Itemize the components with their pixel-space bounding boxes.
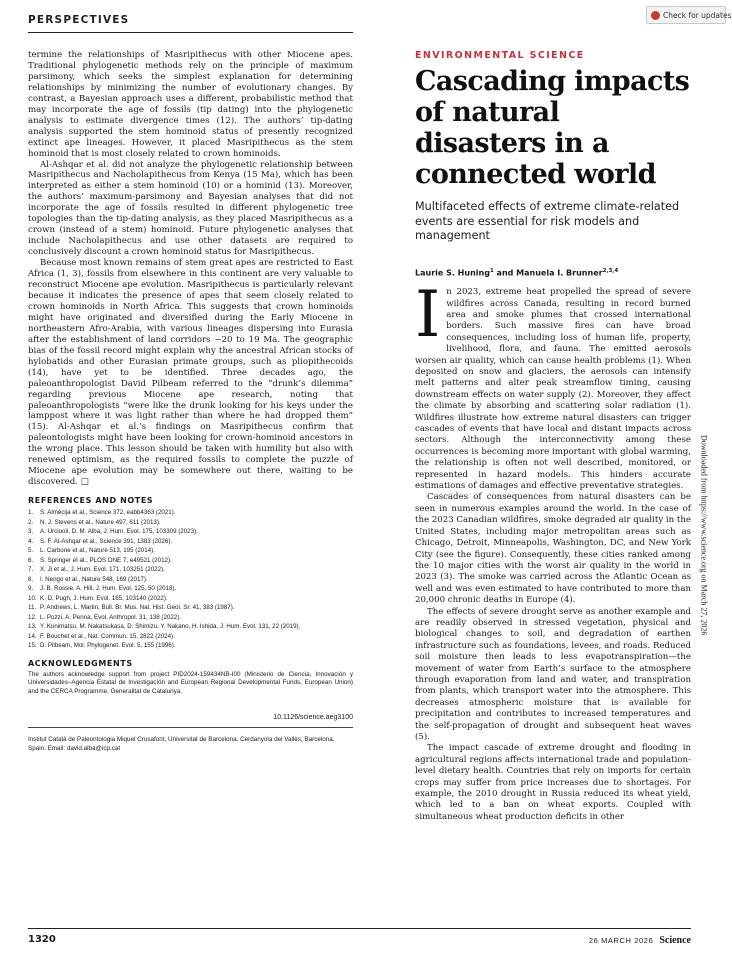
- journal-name: Science: [659, 935, 691, 946]
- doi-link[interactable]: 10.1126/science.aeg3100: [273, 714, 353, 722]
- references-heading: REFERENCES AND NOTES: [28, 496, 154, 506]
- issue-date: [589, 935, 691, 946]
- article-paragraph: The effects of severe drought serve as another example and are readily observed in stressed vegetation, physical and biological changes to soil, and degradation of earthen infrastructure such as foundations, levees, and roads. Reduced soil moisture then leads to less evapotranspiration—the movement of water from Earth’s surface to the atmosphere through evaporation from land and water, and transpiration from plants, which transport water into the atmosphere. This decreases atmospheric moisture that is available for precipitation and contributes to increased temperatures and the self-propagation of drought and subsequent heat waves (5).: [415, 606, 691, 742]
- download-notice: [697, 345, 711, 725]
- article-dek: Multifaceted effects of extreme climate-related events are essential for risk models and management: [415, 200, 680, 242]
- article-headline: Cascading impacts of natural disasters in a connected world: [415, 66, 690, 190]
- left-paragraph: Al-Ashqar et al. did not analyze the phylogenetic relationship between Masripithecus and Nacholapithecus from Kenya (15 Ma), which has been interpreted as either a stem hominoid (10) or a hominid (13). Moreover, the authors’ maximum-parsimony and Bayesian analyses that did not incorporate the age of fossils resulted in different phylogenetic tree topologies than the tip-dating analysis, as they placed Masripithecus as a crown (instead of a stem) hominoid. Future phylogenetic analyses that include Nacholapithecus and use other datasets are required to conclusively discount a crown hominoid status for Masripithecus.: [28, 159, 353, 258]
- article-paragraph: The impact cascade of extreme drought and flooding in agricultural regions affects international trade and population-level dietary health. Countries that rely on imports for certain crops may suffer from price increases due to shortages. For example, the 2010 drought in Russia reduced its wheat yield, which led to a ban on wheat exports. Coupled with simultaneous wheat production deficits in other: [415, 743, 691, 822]
- reference-item: 6. S. Springer et al., PLOS ONE 7, e49521 (2012).: [28, 556, 172, 564]
- reference-item: 15. D. Pilbeam, Mol. Phylogenet. Evol. 5, 155 (1996).: [28, 642, 176, 650]
- reference-item: 3. A. Urciuoli, D. M. Alba, J. Hum. Evol. 175, 103309 (2023).: [28, 528, 198, 536]
- reference-item: 11. P. Andrews, L. Martin, Bull. Br. Mus. Nat. Hist. Geol. Sr. 41, 383 (1987).: [28, 604, 235, 612]
- reference-item: 12. L. Pozzi, A. Penna, Evol. Anthropol. 31, 138 (2022).: [28, 613, 182, 621]
- reference-item: 4. S. F. Al-Ashqar et al., Science 391, 1383 (2026).: [28, 537, 173, 545]
- byline: [415, 268, 691, 278]
- check-for-updates-label: Check for updates: [663, 10, 732, 20]
- reference-item: 7. X. Ji et al., J. Hum. Evol. 171, 103251 (2022).: [28, 566, 165, 574]
- drop-cap: I: [415, 278, 441, 353]
- download-notice-text: Downloaded from https://www.science.org on March 27, 2026: [699, 434, 709, 636]
- reference-item: 5. L. Carbone et al., Nature 513, 195 (2014).: [28, 547, 155, 555]
- reference-item: 8. I. Nengo et al., Nature 548, 169 (2017).: [28, 575, 148, 583]
- updates-badge-icon: [651, 11, 660, 20]
- reference-item: 1. S. Almécija et al., Science 372, eabb4363 (2021).: [28, 509, 176, 517]
- article-paragraph: Cascades of consequences from natural disasters can be seen in numerous examples around the world. In the case of the 2023 Canadian wildfires, smoke degraded air quality in the United States, including major metropolitan areas such as Chicago, Detroit, Minneapolis, Washington, DC, and New York City (see the figure). Consequently, these cities ranked among the 10 major cities with the worst air quality in the world in 2023 (3). The smoke was carried across the Atlantic Ocean as well and was even estimated to have contributed to more than 20,000 chronic deaths in Europe (4).: [415, 492, 691, 606]
- left-column: [28, 50, 353, 754]
- references-list: [28, 508, 353, 651]
- article-paragraph: In 2023, extreme heat propelled the spread of severe wildfires across Canada, resulting in record burned area and smoke plumes that crossed international borders. Such massive fires can have broad consequences, including loss of human life, property, livelihood, flora, and fauna. The emitted aerosols worsen air quality, which can cause health problems (1). When deposited on snow and glaciers, the aerosols can intensify melt patterns and alter peak streamflow timing, causing downstream effects on water supply (2). Moreover, they affect the climate by absorbing and scattering solar radiation (1). Wildfires illustrate how extreme natural disasters can trigger cascades of events that have local and distant impacts across sectors. Although the interconnectivity among these occurrences is becoming more important with global warming, the relationship is often not well described, monitored, or represented in hazard models. This hinders accurate estimations of damages and effective preventative strategies.: [415, 278, 691, 492]
- author-name: Laurie S. Huning: [415, 268, 490, 278]
- footer-rule: [28, 928, 691, 929]
- right-column: [415, 50, 691, 823]
- reference-item: 10. K. D. Pugh, J. Hum. Evol. 165, 103140 (2022).: [28, 594, 168, 602]
- author-affiliation-marker: 2,3,4: [602, 267, 619, 274]
- check-for-updates-button[interactable]: [646, 6, 732, 24]
- author-affiliation-marker: 1: [489, 267, 494, 274]
- left-paragraph: Because most known remains of stem great apes are restricted to East Africa (1, 3), fossils from elsewhere in this continent are very valuable to reconstruct Miocene ape evolution. Masripithecus is particularly relevant because it indicates the presence of apes that seem closely related to crown hominoids in North Africa. This suggests that crown hominoids might have originated and diversified during the Early Miocene in northeastern Afro-Arabia, with various lineages dispersing into Eurasia after the establishment of land corridors ~20 to 19 Ma. The geographic bias of the fossil record might explain why the ancestral African stocks of hylobatids and other Eurasian primate groups, such as pliopithecoids (14), have yet to be identified. Three decades ago, the paleoanthropologist David Pilbeam referred to the “drunk’s dilemma” regarding previous Miocene ape research, noting that paleoanthropologists “were like the drunk looking for his keys under the lamppost where it was light rather than where he had dropped them” (15). Al-Ashqar et al.’s findings on Masripithecus confirm that paleontologists might have been looking for crown-hominoid ancestors in the wrong place. This lesson should be taken with humility but also with renewed optimism, as the required fossils to complete the puzzle of Miocene ape evolution may be somewhere out there, waiting to be discovered. □: [28, 258, 353, 488]
- reference-item: 13. Y. Kunimatsu, M. Nakatsukasa, D. Shimizu, Y. Nakano, H. Ishida, J. Hum. Evol. 131, 22 (2019).: [28, 623, 301, 631]
- page-number: 1320: [28, 934, 56, 945]
- author-name: Manuela I. Brunner: [516, 268, 603, 278]
- article-body: [415, 278, 691, 823]
- acknowledgments-heading: ACKNOWLEDGMENTS: [28, 658, 133, 668]
- author-conjunction: and: [493, 268, 517, 278]
- author-affiliation: Institut Català de Paleontologia Miquel Crusafont, Universitat de Barcelona, Cerdanyola del Vallès, Barcelona, Spain. Email: david.alba@icp.cat: [28, 736, 335, 752]
- section-kicker: ENVIRONMENTAL SCIENCE: [415, 50, 585, 61]
- affiliation-rule: [28, 727, 353, 728]
- left-paragraph: termine the relationships of Masripithecus with other Miocene apes. Traditional phylogenetic methods rely on the principle of maximum parsimony, which seeks the simplest explanation for determining relationships by minimizing the number of evolutionary changes. By contrast, a Bayesian approach uses a different, probabilistic method that may incorporate the age of fossils (tip dating) into the phylogenetic analysis to estimate divergence times (12). The authors’ tip-dating analysis supported the stem hominoid status of presently recognized extinct ape lineages. However, it placed Masripithecus as the stem hominoid that is most closely related to crown hominoids.: [28, 50, 353, 159]
- reference-item: 14. F. Bouchet et al., Nat. Commun. 15, 2822 (2024).: [28, 632, 175, 640]
- issue-date-text: 26 MARCH 2026: [588, 936, 654, 945]
- acknowledgments-text: The authors acknowledge support from project PID2024-159434NB-I00 (Ministerio de Ciencia, Innovación y Universidades–Agencia Estatal de Investigación and European Regional Developmental Funds, European Union) and the CERCA Programme, Generalitat de Catalunya.: [28, 670, 353, 695]
- left-body-text: [28, 50, 353, 488]
- section-label: PERSPECTIVES: [28, 14, 130, 26]
- header-rule: [28, 32, 353, 33]
- reference-item: 2. N. J. Stevens et al., Nature 497, 611 (2013).: [28, 518, 161, 526]
- reference-item: 9. J. B. Rossie, A. Hill, J. Hum. Evol. 125, 50 (2018).: [28, 585, 177, 593]
